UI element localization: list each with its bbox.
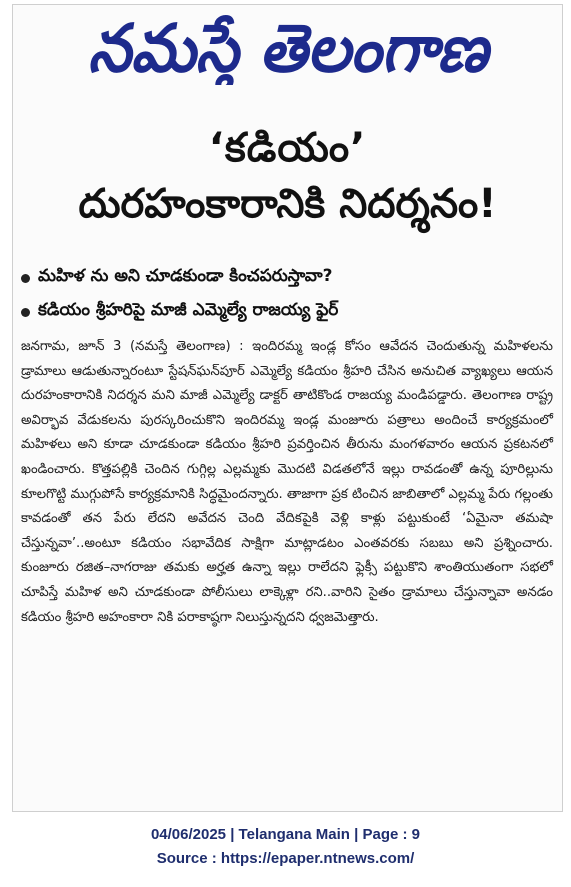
bullet-dot-icon <box>21 274 30 283</box>
subheadline-bullets <box>21 261 551 329</box>
bullet-text: మహిళ ను అని చూడకుండా కించపరుస్తావా? <box>38 266 333 286</box>
footer-date-page: 04/06/2025 | Telangana Main | Page : 9 <box>150 826 421 843</box>
article-body <box>21 335 553 630</box>
bullet-dot-icon <box>21 308 30 317</box>
newspaper-clipping <box>12 4 563 812</box>
headline-line-2: దురహంకారానికి నిదర్శనం! <box>78 181 497 227</box>
bullet-text: కడియం శ్రీహరిపై మాజీ ఎమ్మెల్యే రాజయ్య ఫైర్ <box>38 300 339 320</box>
headline-line-1: ‘కడియం’ <box>208 125 367 171</box>
headline <box>13 123 562 235</box>
article-paragraph: జనగామ, జూన్ 3 (నమస్తే తెలంగాణ) : ఇందిరమ్మ ఇండ్ల కోసం ఆవేదన చెందుతున్న మహిళలను డ్రామాలు ఆడుతున్నారంటూ స్టేషన్‌ఘన్‌పూర్ ఎమ్మెల్యే కడియం శ్రీహరి చేసిన అనుచిత వ్యాఖ్యలు ఆయన దురహంకారానికి నిదర్శన మని మాజీ ఎమ్మెల్యే డాక్టర్ తాటికొండ రాజయ్య మండిపడ్డారు. తెలంగాణ రాష్ట్ర అవిర్భావ వేడుకలను పురస్కరించుకొని ఇందిరమ్మ ఇండ్ల మంజూరు పత్రాలు అందించే కార్యక్రమంలో మహిళలు అని కూడా చూడకుండా కడియం శ్రీహరి ప్రవర్తించిన తీరును మంగళవారం ఆయన ప్రకటనలో ఖండించారు. కొత్తపల్లికి చెందిన గుగ్గిల్ల ఎల్లమ్మకు మొదటి విడతలోనే ఇల్లు రావడంతో ఉన్న పూరిల్లును కూలగొట్టి ముగ్గుపోసే కార్యక్రమానికి సిద్ధమైందన్నారు. తాజాగా ప్రక టించిన జాబితాలో ఎల్లమ్మ పేరు గల్లంతు కావడంతో తన పేరు లేదని అవేదన చెంది వేదికపైకి వెళ్లి కాళ్లు పట్టుకుంటే ‘ఏమైనా తమషా చేస్తున్నవా’..అంటూ కడియం సభావేదిక సాక్షిగా మాట్లాడటం ఎంతవరకు సబబు అని ప్రశ్నించారు. కుంజూరు రజిత–నాగరాజు తమకు అర్హత ఉన్నా ఇల్లు రాలేదని ఫ్లెక్సీ పట్టుకొని శాంతియుతంగా సభలో చూపిస్తే మహిళ అని చూడకుండా పోలీసులు లాక్కెళ్లా రని..వారిని సైతం డ్రామాలు చేస్తున్నావా అనడం కడియం శ్రీహరి అహంకారా నికి పరాకాష్ఠగా నిలుస్తున్నదని ధ్వజమెత్తారు. <box>21 339 553 625</box>
masthead-title: నమస్తే తెలంగాణ <box>88 10 493 85</box>
footer-source: Source : https://epaper.ntnews.com/ <box>156 850 415 867</box>
bullet-item <box>21 295 551 329</box>
masthead-logo-graphic <box>83 7 493 85</box>
bullet-item <box>21 261 551 295</box>
masthead-logo <box>83 7 493 85</box>
